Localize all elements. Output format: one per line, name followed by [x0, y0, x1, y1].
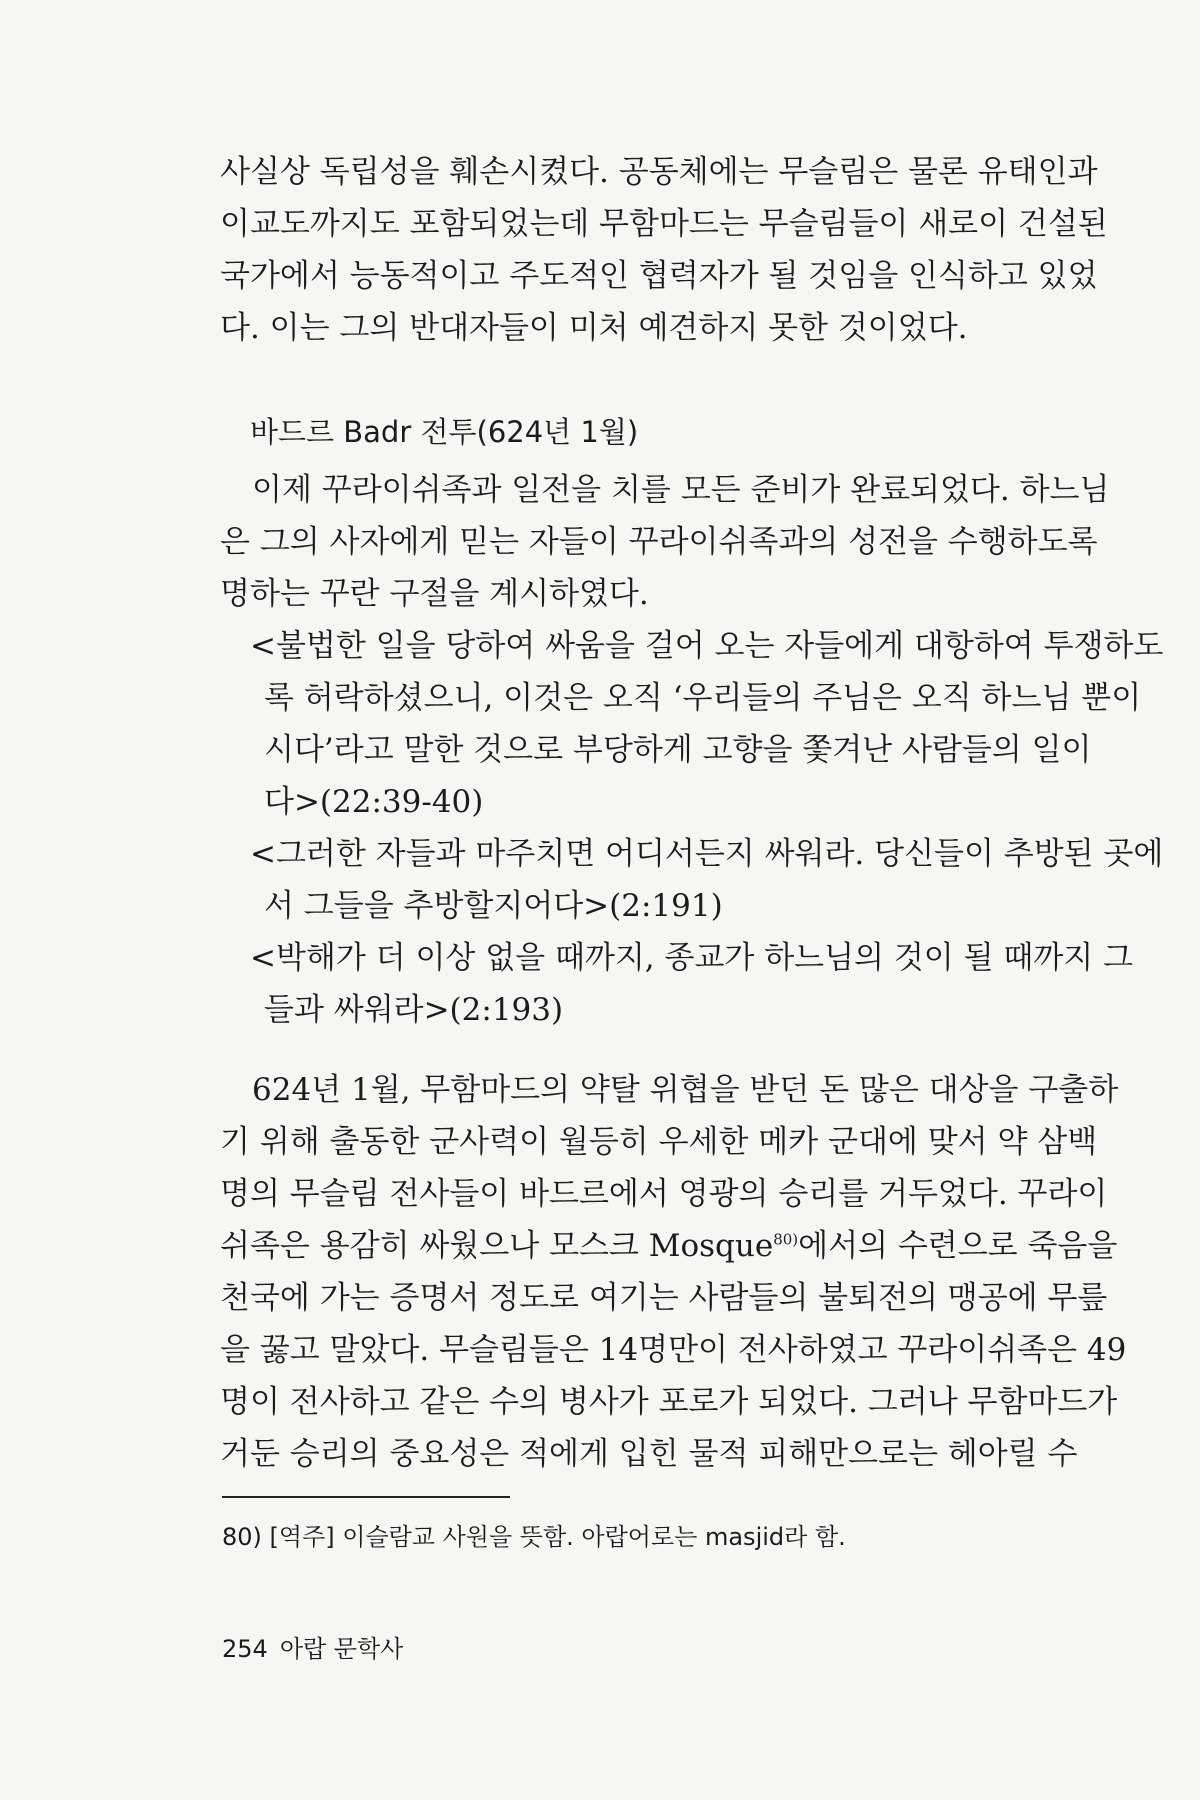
running-title: 아랍 문학사 — [279, 1635, 404, 1663]
paragraph-line: 기 위해 출동한 군사력이 월등히 우세한 메카 군대에 맞서 약 삼백 — [220, 1124, 1098, 1160]
quran-quote — [220, 620, 1164, 828]
section-heading: 바드르 Badr 전투(624년 1월) — [250, 415, 639, 449]
paragraph-line: 거둔 승리의 중요성은 적에게 입힌 물적 피해만으로는 헤아릴 수 — [220, 1436, 1078, 1472]
paragraph-continuation — [220, 146, 1108, 354]
paragraph-line: 국가에서 능동적이고 주도적인 협력자가 될 것임을 인식하고 있었 — [220, 258, 1098, 294]
quran-quote — [220, 932, 1134, 1036]
quote-line: <박해가 더 이상 없을 때까지, 종교가 하느님의 것이 될 때까지 그 — [250, 940, 1134, 976]
quote-line: 시다’라고 말한 것으로 부당하게 고향을 쫓겨난 사람들의 일이 — [264, 732, 1092, 768]
paragraph-line: 은 그의 사자에게 믿는 자들이 꾸라이쉬족과의 성전을 수행하도록 — [220, 524, 1098, 560]
paragraph-line — [220, 1220, 1118, 1272]
paragraph-line: 명이 전사하고 같은 수의 병사가 포로가 되었다. 그러나 무함마드가 — [220, 1384, 1118, 1420]
footnote-reference: 80) — [773, 1230, 799, 1249]
quote-line: 들과 싸워라>(2:193) — [264, 992, 564, 1028]
page-number: 254 — [222, 1635, 268, 1663]
footnote-divider — [222, 1496, 510, 1498]
quran-quote — [220, 828, 1164, 932]
quote-line: <그러한 자들과 마주치면 어디서든지 싸워라. 당신들이 추방된 곳에 — [250, 836, 1164, 872]
text-segment: 쉬족은 용감히 싸웠으나 모스크 Mosque — [220, 1228, 774, 1264]
page-footer — [222, 1632, 403, 1666]
paragraph-line: 천국에 가는 증명서 정도로 여기는 사람들의 불퇴전의 맹공에 무릎 — [220, 1280, 1108, 1316]
paragraph-line: 을 꿇고 말았다. 무슬림들은 14명만이 전사하였고 꾸라이쉬족은 49 — [220, 1332, 1127, 1368]
paragraph-line: 명의 무슬림 전사들이 바드르에서 영광의 승리를 거두었다. 꾸라이 — [220, 1176, 1108, 1212]
quote-line: <불법한 일을 당하여 싸움을 걸어 오는 자들에게 대항하여 투쟁하도 — [250, 628, 1164, 664]
paragraph-line: 명하는 꾸란 구절을 계시하였다. — [220, 576, 649, 612]
paragraph-line: 다. 이는 그의 반대자들이 미처 예견하지 못한 것이었다. — [220, 310, 968, 346]
quote-line: 록 허락하셨으니, 이것은 오직 ‘우리들의 주님은 오직 하느님 뿐이 — [264, 680, 1142, 716]
paragraph-intro — [220, 464, 1110, 620]
quote-line: 다>(22:39-40) — [264, 784, 484, 820]
text-segment: 에서의 수련으로 죽음을 — [798, 1228, 1118, 1264]
paragraph-line: 사실상 독립성을 훼손시켰다. 공동체에는 무슬림은 물론 유태인과 — [220, 154, 1098, 190]
quote-line: 서 그들을 추방할지어다>(2:191) — [264, 888, 723, 924]
paragraph-line: 이제 꾸라이쉬족과 일전을 치를 모든 준비가 완료되었다. 하느님 — [252, 472, 1110, 508]
footnote: 80) [역주] 이슬람교 사원을 뜻함. 아랍어로는 masjid라 함. — [222, 1523, 846, 1551]
paragraph-line: 624년 1월, 무함마드의 약탈 위협을 받던 돈 많은 대상을 구출하 — [252, 1072, 1119, 1108]
paragraph-line: 이교도까지도 포함되었는데 무함마드는 무슬림들이 새로이 건설된 — [220, 206, 1108, 242]
paragraph-badr — [220, 1064, 1127, 1480]
